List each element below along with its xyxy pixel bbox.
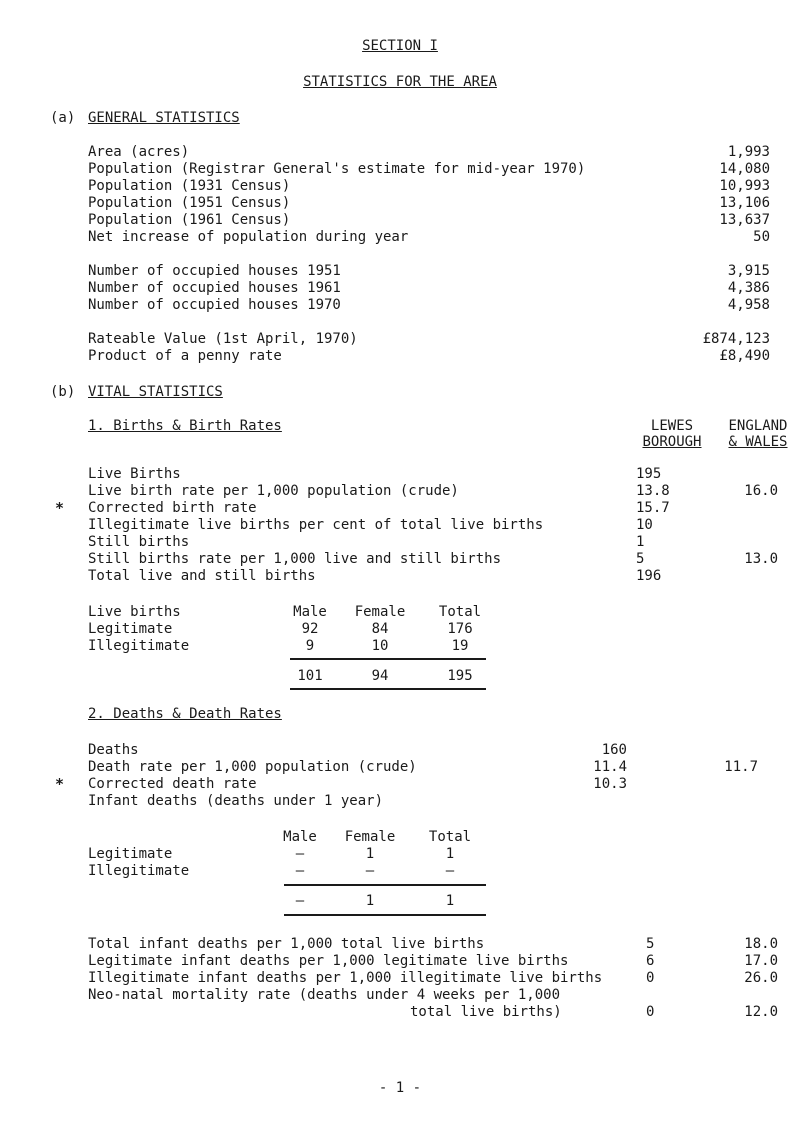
england-value: 26.0 — [744, 970, 778, 986]
lewes-value: 13.8 — [636, 483, 670, 499]
cell-total: 176 — [447, 621, 473, 637]
total-female: 1 — [365, 893, 375, 909]
total-male: 101 — [297, 668, 323, 684]
stat-label: Area (acres) — [88, 144, 190, 160]
page-number: - 1 - — [378, 1080, 422, 1096]
total-total: 195 — [447, 668, 473, 684]
lewes-value: 5 — [636, 551, 645, 567]
stat-label: Population (1931 Census) — [88, 178, 291, 194]
stat-value: 1,993 — [727, 144, 770, 160]
cell-total: – — [445, 863, 455, 879]
lewes-value: 195 — [636, 466, 662, 482]
england-value: 17.0 — [744, 953, 778, 969]
stat-value: 14,080 — [719, 161, 770, 177]
deaths-label: Deaths — [88, 742, 139, 758]
stat-label: Population (1951 Census) — [88, 195, 291, 211]
lewes-value: 5 — [646, 936, 655, 952]
infant-rate-label: Total infant deaths per 1,000 total live births — [88, 936, 485, 952]
lewes-value: 6 — [646, 953, 655, 969]
totals-rule-bottom — [290, 688, 486, 690]
stat-label: Number of occupied houses 1961 — [88, 280, 341, 296]
lewes-value: 1 — [636, 534, 645, 550]
stat-value: 4,386 — [727, 280, 770, 296]
stat-label: Number of occupied houses 1970 — [88, 297, 341, 313]
england-value: 13.0 — [744, 551, 778, 567]
section-heading: SECTION I — [362, 38, 438, 54]
births-heading: 1. Births & Birth Rates — [88, 418, 282, 434]
deaths-label: Infant deaths (deaths under 1 year) — [88, 793, 384, 809]
totals-rule-bottom — [284, 914, 486, 916]
breakdown-row-label: Illegitimate — [88, 863, 190, 879]
column-header-lewes: LEWES — [650, 418, 694, 434]
births-label: Still births — [88, 534, 190, 550]
header-total: Total — [438, 604, 482, 620]
section-a-letter: (a) — [50, 110, 76, 126]
header-male: Male — [293, 604, 327, 620]
stat-value: 50 — [753, 229, 770, 245]
stat-label: Population (Registrar General's estimate for mid-year 1970) — [88, 161, 586, 177]
column-header-lewes-2: BOROUGH — [642, 434, 702, 450]
asterisk-marker: * — [55, 775, 65, 793]
stat-label: Number of occupied houses 1951 — [88, 263, 341, 279]
stat-value: 13,637 — [719, 212, 770, 228]
lewes-value: 10.3 — [593, 776, 627, 792]
deaths-label: Corrected death rate — [88, 776, 257, 792]
lewes-value: 11.4 — [593, 759, 627, 775]
stat-value: 3,915 — [727, 263, 770, 279]
infant-rate-label: Illegitimate infant deaths per 1,000 illegitimate live births — [88, 970, 603, 986]
breakdown-header-label: Live births — [88, 604, 181, 620]
cell-total: 19 — [451, 638, 469, 654]
column-header-england-2: & WALES — [728, 434, 788, 450]
cell-male: 92 — [301, 621, 319, 637]
cell-female: 1 — [365, 846, 375, 862]
section-b-letter: (b) — [50, 384, 76, 400]
lewes-value: 160 — [601, 742, 627, 758]
england-value: 16.0 — [744, 483, 778, 499]
lewes-value: 0 — [646, 1004, 655, 1020]
asterisk-marker: * — [55, 499, 65, 517]
stat-value: 4,958 — [727, 297, 770, 313]
deaths-heading: 2. Deaths & Death Rates — [88, 706, 282, 722]
cell-male: – — [295, 846, 305, 862]
stat-label: Population (1961 Census) — [88, 212, 291, 228]
lewes-value: 10 — [636, 517, 653, 533]
stat-label: Rateable Value (1st April, 1970) — [88, 331, 358, 347]
lewes-value: 0 — [646, 970, 655, 986]
births-label: Illegitimate live births per cent of total live births — [88, 517, 544, 533]
stat-label: Net increase of population during year — [88, 229, 409, 245]
total-total: 1 — [445, 893, 455, 909]
cell-male: – — [295, 863, 305, 879]
totals-rule-top — [284, 884, 486, 886]
breakdown-row-label: Legitimate — [88, 846, 173, 862]
england-value: 12.0 — [744, 1004, 778, 1020]
page-title: STATISTICS FOR THE AREA — [303, 74, 497, 90]
header-female: Female — [354, 604, 406, 620]
totals-rule-top — [290, 658, 486, 660]
stat-value: 13,106 — [719, 195, 770, 211]
breakdown-row-label: Illegitimate — [88, 638, 190, 654]
breakdown-row-label: Legitimate — [88, 621, 173, 637]
cell-female: 84 — [371, 621, 389, 637]
header-male: Male — [283, 829, 317, 845]
england-value: 11.7 — [724, 759, 758, 775]
births-label: Corrected birth rate — [88, 500, 257, 516]
stat-value: £874,123 — [702, 331, 770, 347]
column-header-england: ENGLAND — [728, 418, 788, 434]
infant-rate-label: Neo-natal mortality rate (deaths under 4 weeks per 1,000 — [88, 987, 561, 1003]
total-male: – — [295, 893, 305, 909]
births-label: Total live and still births — [88, 568, 316, 584]
stat-value: 10,993 — [719, 178, 770, 194]
births-label: Live Births — [88, 466, 181, 482]
stat-value: £8,490 — [719, 348, 770, 364]
infant-rate-label: total live births) — [410, 1004, 562, 1020]
births-label: Still births rate per 1,000 live and still births — [88, 551, 502, 567]
births-label: Live birth rate per 1,000 population (crude) — [88, 483, 459, 499]
cell-female: 10 — [371, 638, 389, 654]
cell-total: 1 — [445, 846, 455, 862]
lewes-value: 196 — [636, 568, 662, 584]
header-total: Total — [428, 829, 472, 845]
cell-female: – — [365, 863, 375, 879]
cell-male: 9 — [305, 638, 315, 654]
infant-rate-label: Legitimate infant deaths per 1,000 legitimate live births — [88, 953, 569, 969]
deaths-label: Death rate per 1,000 population (crude) — [88, 759, 417, 775]
lewes-value: 15.7 — [636, 500, 670, 516]
england-value: 18.0 — [744, 936, 778, 952]
header-female: Female — [344, 829, 396, 845]
total-female: 94 — [371, 668, 389, 684]
section-b-heading: VITAL STATISTICS — [88, 384, 223, 400]
stat-label: Product of a penny rate — [88, 348, 282, 364]
section-a-heading: GENERAL STATISTICS — [88, 110, 240, 126]
